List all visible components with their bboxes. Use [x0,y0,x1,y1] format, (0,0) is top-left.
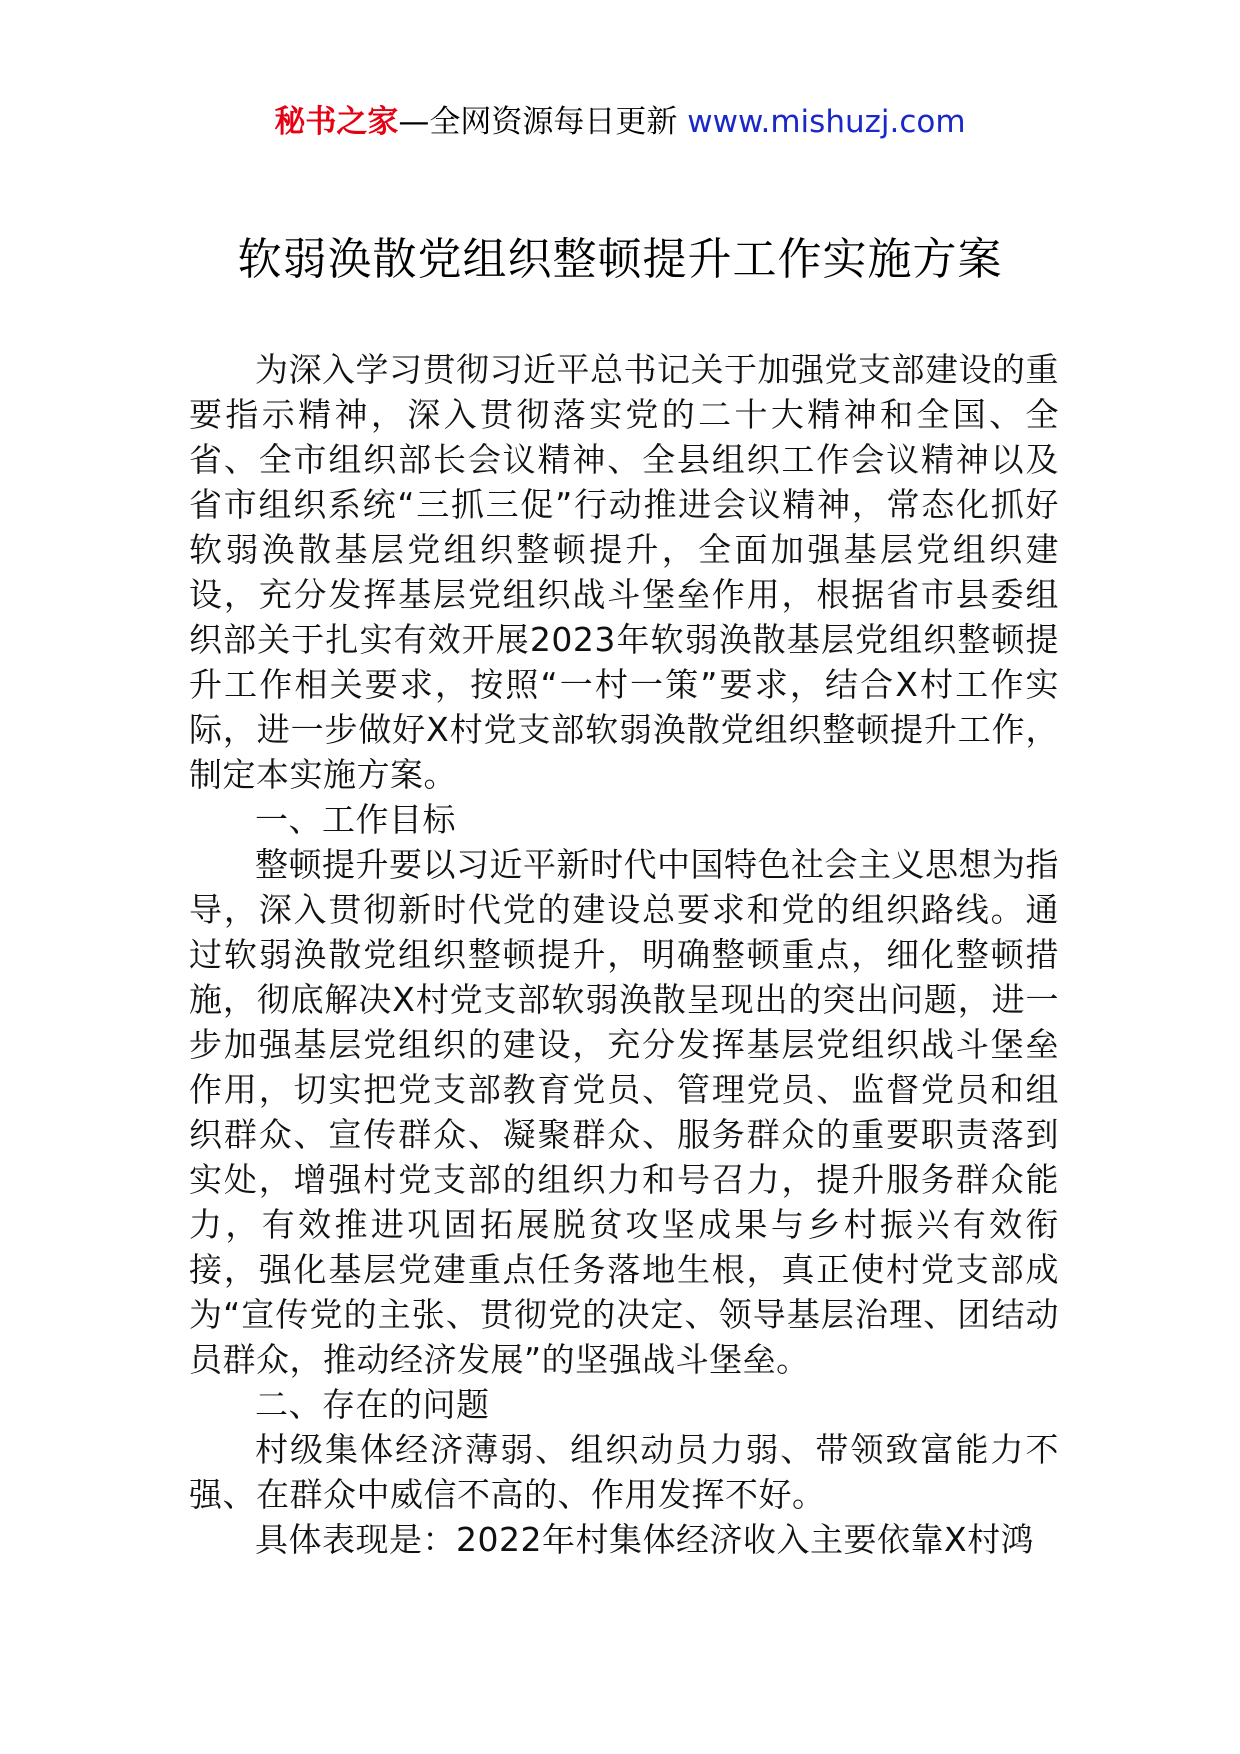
section-heading-problems: 二、存在的问题 [255,1385,490,1424]
problems-paragraph: 村级集体经济薄弱、组织动员力弱、带领致富能力不强、在群众中威信不高的、作用发挥不好。 [189,1430,1059,1514]
site-name: 秘书之家 [274,104,399,140]
site-url-link[interactable]: www.mishuzj.com [687,104,966,140]
document-body [189,347,1059,1562]
site-tagline: —全网资源每日更新 [398,104,678,140]
intro-paragraph: 为深入学习贯彻习近平总书记关于加强党支部建设的重要指示精神，深入贯彻落实党的二十大精神和全国、全省、全市组织部长会议精神、全县组织工作会议精神以及省市组织系统“三抓三促”行动推进会议精神，常态化抓好软弱涣散基层党组织整顿提升，全面加强基层党组织建设，充分发挥基层党组织战斗堡垒作用，根据省市县委组织部关于扎实有效开展2023年软弱涣散基层党组织整顿提升工作相关要求，按照“一村一策”要求，结合X村工作实际，进一步做好X村党支部软弱涣散党组织整顿提升工作，制定本实施方案。 [189,350,1059,794]
section-heading-goals: 一、工作目标 [255,800,456,839]
problems-detail-paragraph: 具体表现是：2022年村集体经济收入主要依靠X村鸿 [255,1520,1035,1559]
document-title: 软弱涣散党组织整顿提升工作实施方案 [237,234,1003,285]
site-header [0,102,1240,142]
goals-paragraph: 整顿提升要以习近平新时代中国特色社会主义思想为指导，深入贯彻新时代党的建设总要求和党的组织路线。通过软弱涣散党组织整顿提升，明确整顿重点，细化整顿措施，彻底解决X村党支部软弱涣散呈现出的突出问题，进一步加强基层党组织的建设，充分发挥基层党组织战斗堡垒作用，切实把党支部教育党员、管理党员、监督党员和组织群众、宣传群众、凝聚群众、服务群众的重要职责落到实处，增强村党支部的组织力和号召力，提升服务群众能力，有效推进巩固拓展脱贫攻坚成果与乡村振兴有效衔接，强化基层党建重点任务落地生根，真正使村党支部成为“宣传党的主张、贯彻党的决定、领导基层治理、团结动员群众，推动经济发展”的坚强战斗堡垒。 [189,845,1059,1379]
